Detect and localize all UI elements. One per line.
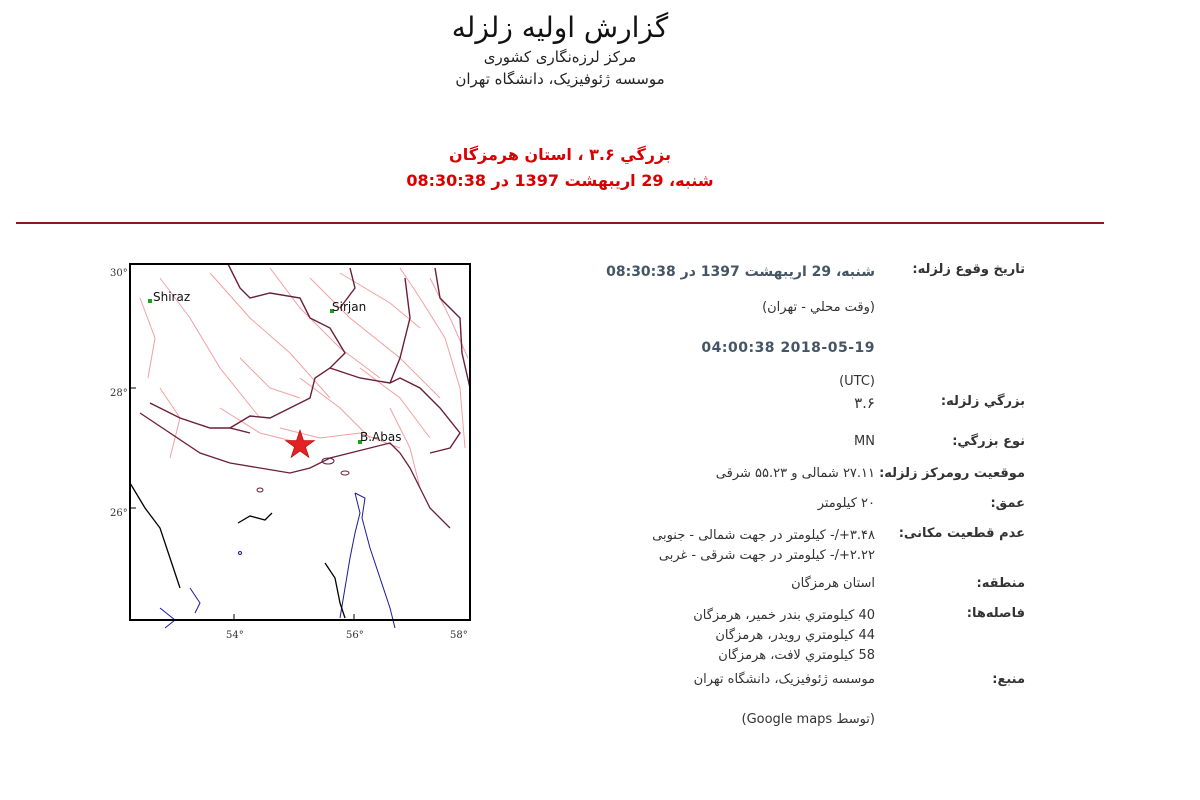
lon-tick-54: 54°	[226, 630, 244, 641]
magtype-label: نوع بزرگي:	[952, 434, 1025, 449]
mag-value: ۳.۶	[854, 394, 875, 412]
time-local-note: (وقت محلي - تهران)	[762, 300, 875, 315]
row-distances	[585, 606, 1025, 672]
dist-label: فاصله‌ها:	[966, 606, 1025, 621]
page-title: گزارش اولیه زلزله	[451, 11, 669, 44]
city-label-bandarabbas: B.Abas	[360, 430, 402, 444]
lon-tick-58: 58°	[450, 630, 468, 641]
row-time	[585, 262, 1025, 394]
event-details	[585, 262, 1025, 727]
unc-label: عدم قطعیت مکانی:	[898, 526, 1025, 541]
region-label: منطقه:	[976, 576, 1025, 591]
report-header	[300, 10, 820, 90]
depth-label: عمق:	[990, 496, 1025, 511]
time-label: تاریخ وقوع زلزله:	[912, 262, 1025, 277]
dist-item: 40 کیلومتري بندر خمير، هرمزگان	[693, 608, 875, 623]
src-value: موسسه ژئوفیزیک، دانشگاه تهران	[693, 672, 875, 687]
city-label-sirjan: Sirjan	[332, 300, 367, 314]
time-utc-note: (UTC)	[839, 374, 875, 389]
lon-tick-56: 56°	[346, 630, 364, 641]
row-gmaps	[585, 712, 1025, 727]
google-maps-link[interactable]: (توسط Google maps)	[741, 712, 875, 727]
city-marker-shiraz	[148, 299, 152, 303]
dist-item: 44 کیلومتري رويدر، هرمزگان	[715, 628, 875, 643]
row-location	[585, 466, 1025, 496]
org-institute: موسسه ژئوفیزیک، دانشگاه تهران	[455, 70, 665, 88]
mag-label: بزرگي زلزله:	[940, 394, 1025, 409]
epicenter-map	[100, 258, 500, 648]
region-value: استان هرمزگان	[791, 576, 875, 591]
city-label-shiraz: Shiraz	[153, 290, 191, 304]
row-magnitude	[585, 394, 1025, 434]
alert-magnitude-region: بزرگي ۳.۶ ، استان هرمزگان	[449, 145, 671, 164]
lat-tick-26: 26°	[110, 508, 128, 519]
lat-tick-30: 30°	[110, 268, 128, 279]
dist-item: 58 کیلومتري لافت، هرمزگان	[718, 648, 875, 663]
org-name: مرکز لرزه‌نگاری کشوری	[483, 48, 637, 66]
row-source	[585, 672, 1025, 712]
unc-line-ew: ۲.۲۲+/- کیلومتر در جهت شرقی - غربی	[658, 548, 875, 563]
alert-summary	[330, 142, 790, 194]
src-label: منبع:	[992, 672, 1025, 687]
time-local: شنبه، 29 اریبهشت 1397 در 08:30:38	[606, 264, 875, 280]
row-depth	[585, 496, 1025, 526]
depth-value: ۲۰ کیلومتر	[817, 496, 875, 511]
divider	[16, 222, 1104, 224]
loc-label: موقعیت رومرکز زلزله:	[879, 466, 1025, 481]
magtype-value: MN	[854, 434, 875, 449]
map-svg	[100, 258, 500, 648]
time-utc: 2018-05-19 04:00:38	[701, 340, 875, 356]
lat-tick-28: 28°	[110, 388, 128, 399]
loc-value: ۲۷.۱۱ شمالی و ۵۵.۲۳ شرقی	[715, 466, 875, 481]
row-region	[585, 576, 1025, 606]
unc-line-ns: ۳.۴۸+/- کیلومتر در جهت شمالی - جنوبی	[652, 528, 875, 543]
alert-datetime: شنبه، 29 اريبهشت 1397 در 08:30:38	[406, 171, 714, 190]
row-magtype	[585, 434, 1025, 466]
row-uncertainty	[585, 526, 1025, 576]
